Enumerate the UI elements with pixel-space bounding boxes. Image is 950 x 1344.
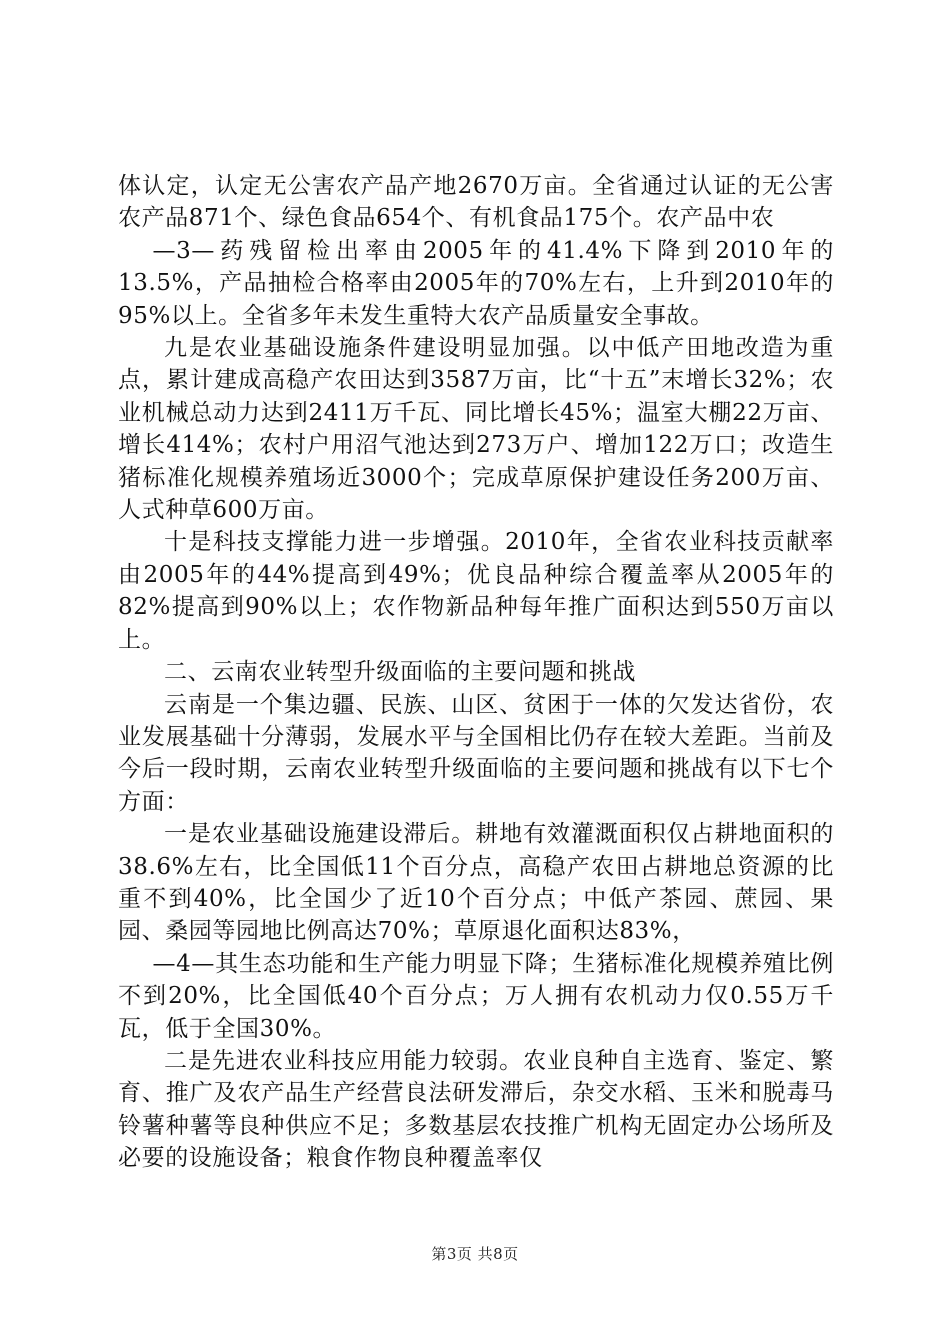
section-heading: 二、云南农业转型升级面临的主要问题和挑战 xyxy=(164,659,636,686)
paragraph-8: 二是先进农业科技应用能力较弱。农业良种自主选育、鉴定、繁育、推广及农产品生产经营良法研发滞后，杂交水稻、玉米和脱毒马铃薯种薯等良种供应不足；多数基层农技推广机构无固定办公场所及必要的设施设备；粮食作物良种覆盖率仅 xyxy=(118,1047,834,1172)
paragraph-2: —3—药残留检出率由2005年的41.4%下降到2010年的13.5%，产品抽检合格率由2005年的70%左右，上升到2010年的95%以上。全省多年未发生重特大农产品质量安全事故。 xyxy=(118,237,834,329)
paragraph-7: —4—其生态功能和生产能力明显下降；生猪标准化规模养殖比例不到20%，比全国低40个百分点；万人拥有农机动力仅0.55万千瓦，低于全国30%。 xyxy=(118,950,834,1042)
body-text xyxy=(118,170,834,1175)
paragraph-4: 十是科技支撑能力进一步增强。2010年，全省农业科技贡献率由2005年的44%提高到49%；优良品种综合覆盖率从2005年的82%提高到90%以上；农作物新品种每年推广面积达到550万亩以上。 xyxy=(118,529,834,653)
paragraph-6: 一是农业基础设施建设滞后。耕地有效灌溉面积仅占耕地面积的38.6%左右，比全国低11个百分点，高稳产农田占耕地总资源的比重不到40%，比全国少了近10个百分点；中低产茶园、蔗园、果园、桑园等园地比例高达70%；草原退化面积达83%， xyxy=(118,821,834,945)
paragraph-1: 体认定，认定无公害农产品产地2670万亩。全省通过认证的无公害农产品871个、绿色食品654个、有机食品175个。农产品中农 xyxy=(118,173,834,232)
page-number: 第3页 共8页 xyxy=(431,1245,519,1263)
paragraph-5: 云南是一个集边疆、民族、山区、贫困于一体的欠发达省份，农业发展基础十分薄弱，发展水平与全国相比仍存在较大差距。当前及今后一段时期，云南农业转型升级面临的主要问题和挑战有以下七个方面： xyxy=(118,691,834,815)
paragraph-3: 九是农业基础设施条件建设明显加强。以中低产田地改造为重点，累计建成高稳产农田达到3587万亩，比“十五”末增长32%；农业机械总动力达到2411万千瓦、同比增长45%；温室大棚22万亩、增长414%；农村户用沼气池达到273万户、增加122万口；改造生猪标准化规模养殖场近3000个；完成草原保护建设任务200万亩、人式种草600万亩。 xyxy=(118,335,834,524)
